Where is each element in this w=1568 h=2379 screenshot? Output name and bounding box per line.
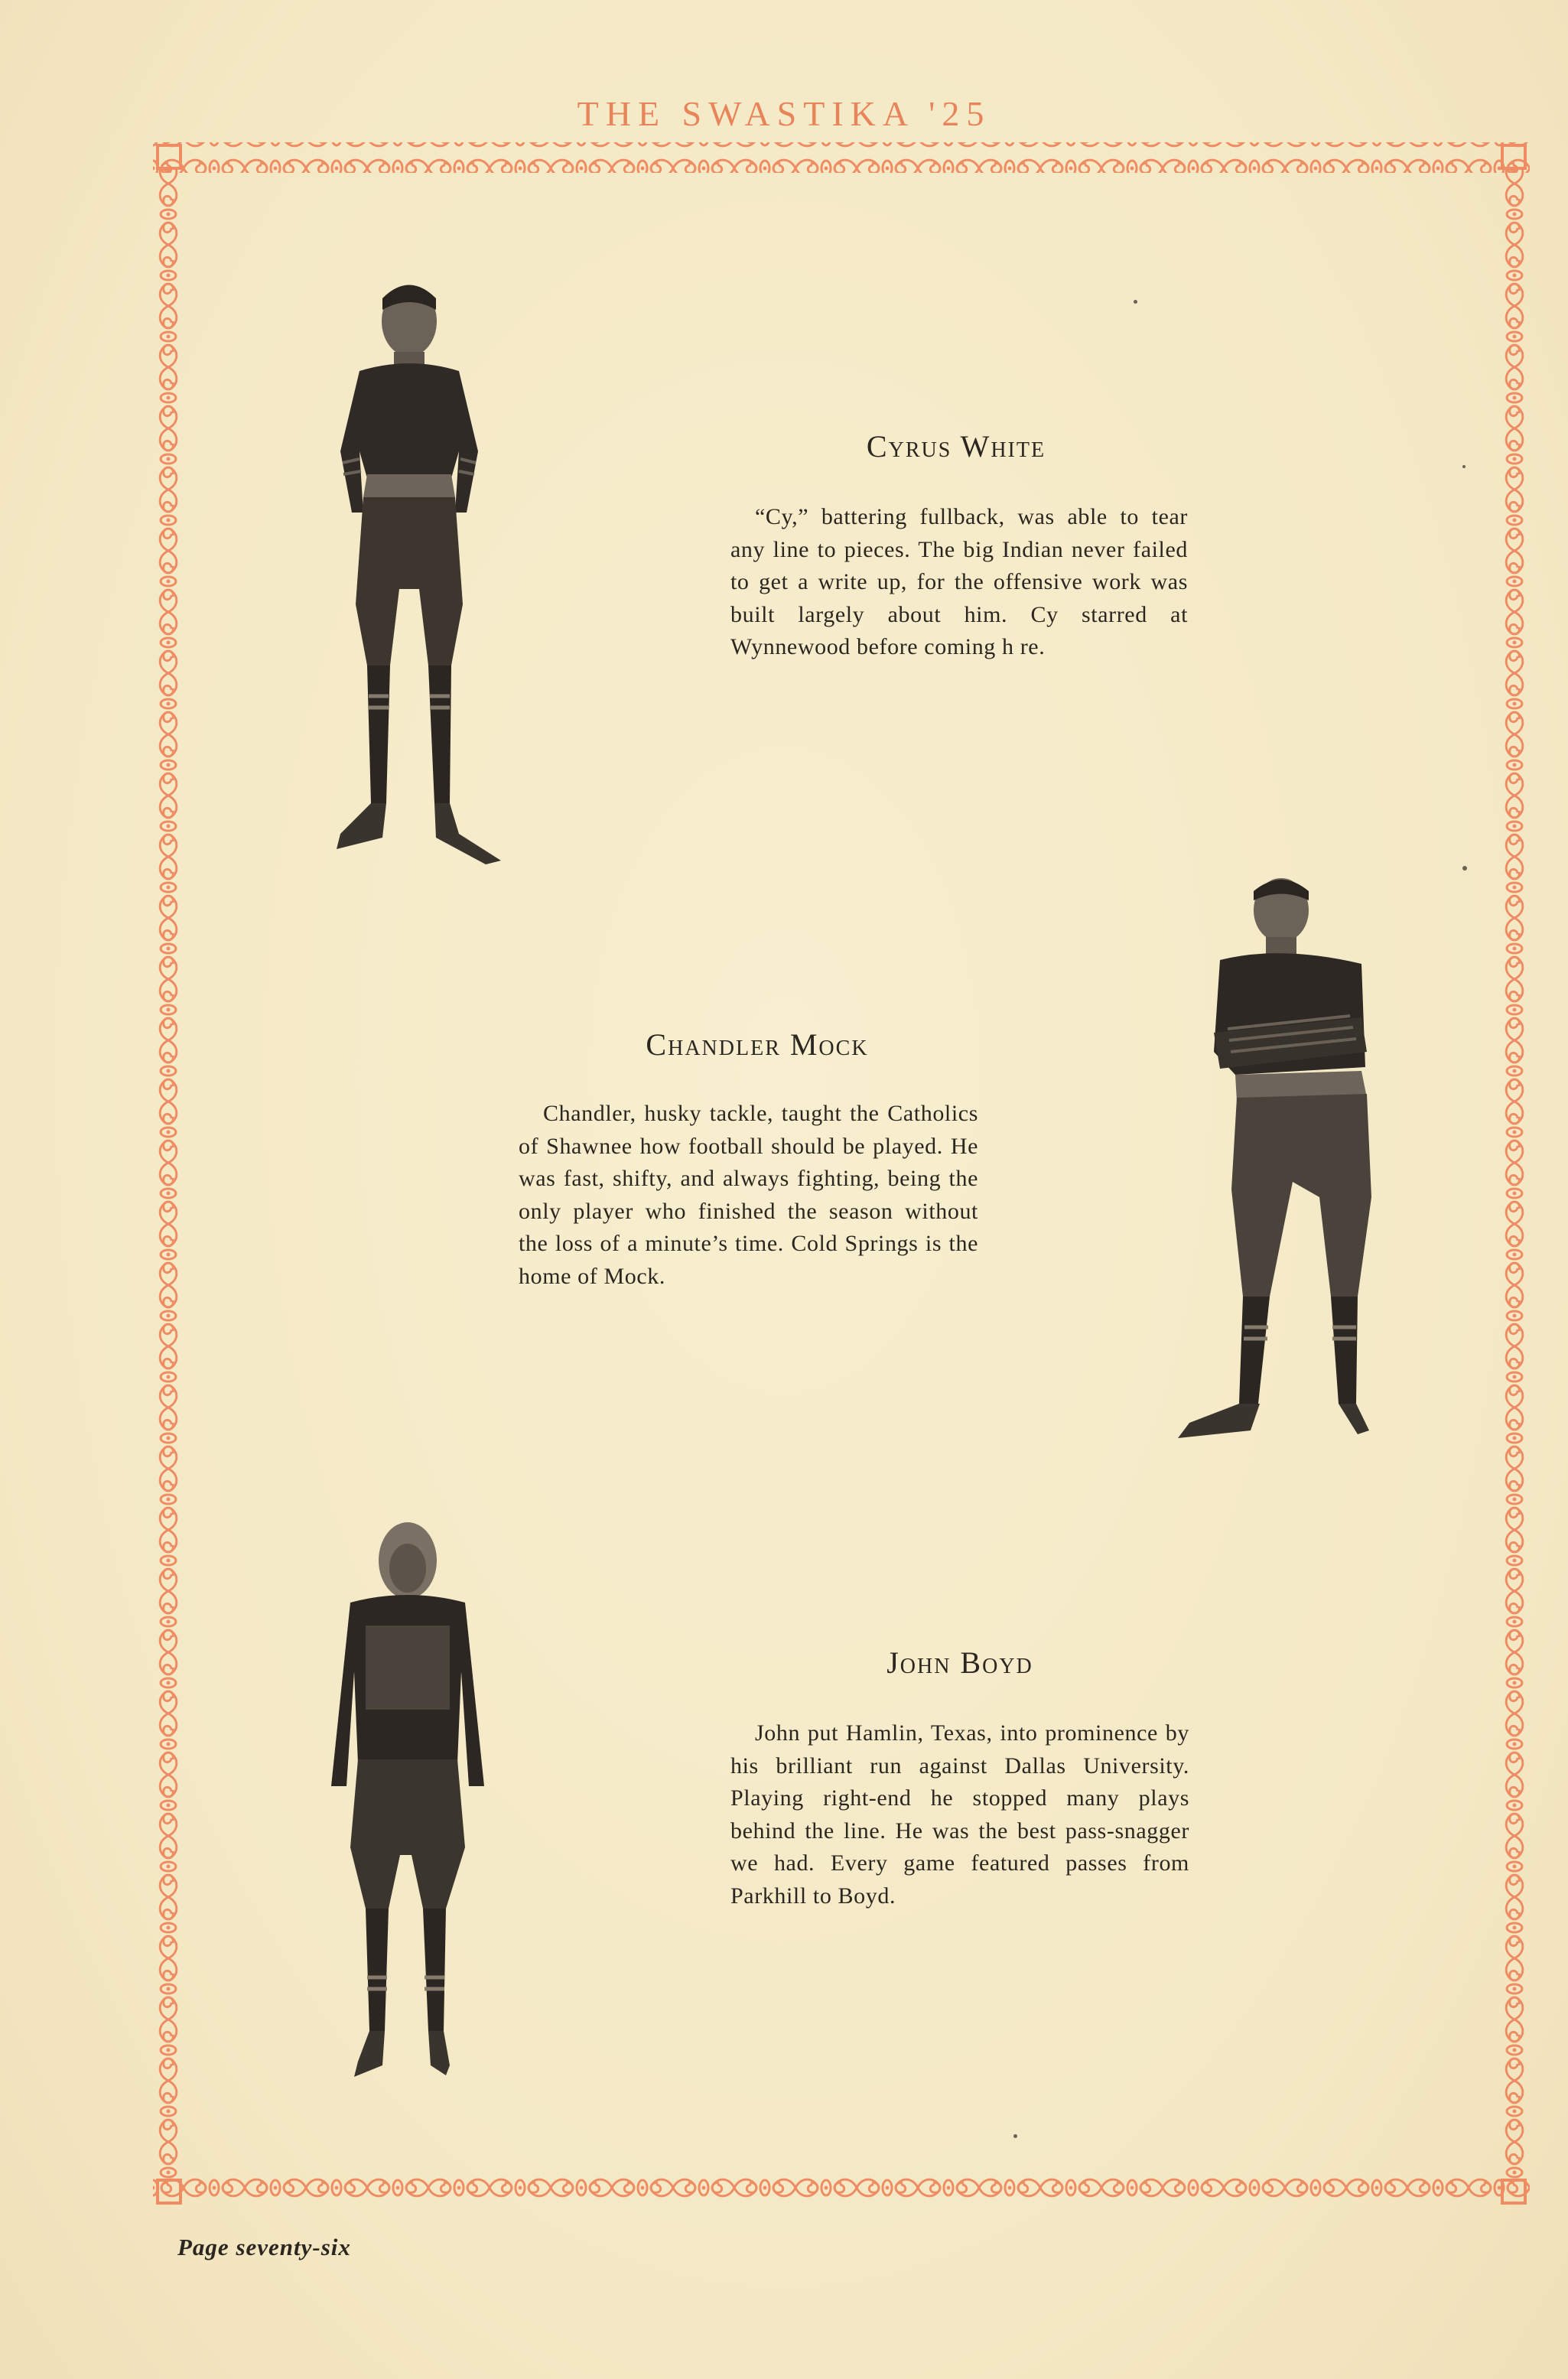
bio-name-john-boyd: John Boyd [886,1645,1033,1680]
player-photo-cyrus-white [306,268,512,872]
bio-name-chandler-mock: Chandler Mock [646,1027,869,1062]
bio-text-chandler-mock [519,1098,978,1293]
paper-speck [1134,300,1137,304]
bio-text-cyrus-white [730,501,1188,664]
border-right [1496,168,1527,2180]
border-bottom [153,2177,1530,2208]
bio-text-john-boyd [730,1717,1189,1912]
border-top [153,142,1530,173]
paper-speck [1013,2134,1017,2138]
bio-paragraph: John put Hamlin, Texas, into prominence by his brilliant run against Dallas University. Playing right-end he stopped many plays behind the line. He was the best pass-snagger we had. Every game featured passes from Parkhill to Boyd. [730,1720,1189,1909]
bio-paragraph: “Cy,” battering fullback, was able to tear any line to pieces. The big Indian never failed to get a write up, for the offensive work was built largely about him. Cy starred at Wynnewood before coming h re. [730,504,1188,659]
player-photo-chandler-mock [1166,868,1381,1446]
paper-speck [1462,866,1467,871]
bio-name-cyrus-white: Cyrus White [866,429,1046,464]
running-title: THE SWASTIKA '25 [577,94,991,133]
page-number-label: Page seventy-six [177,2234,351,2260]
bio-paragraph: Chandler, husky tackle, taught the Catholics of Shawnee how football should be played. He was fast, shifty, and always fighting, being the only player who finished the season without the loss of a minute’s time. Cold Springs is the home of Mock. [519,1101,978,1289]
player-photo-john-boyd [312,1518,496,2088]
border-left [156,168,187,2180]
paper-speck [1462,465,1466,468]
